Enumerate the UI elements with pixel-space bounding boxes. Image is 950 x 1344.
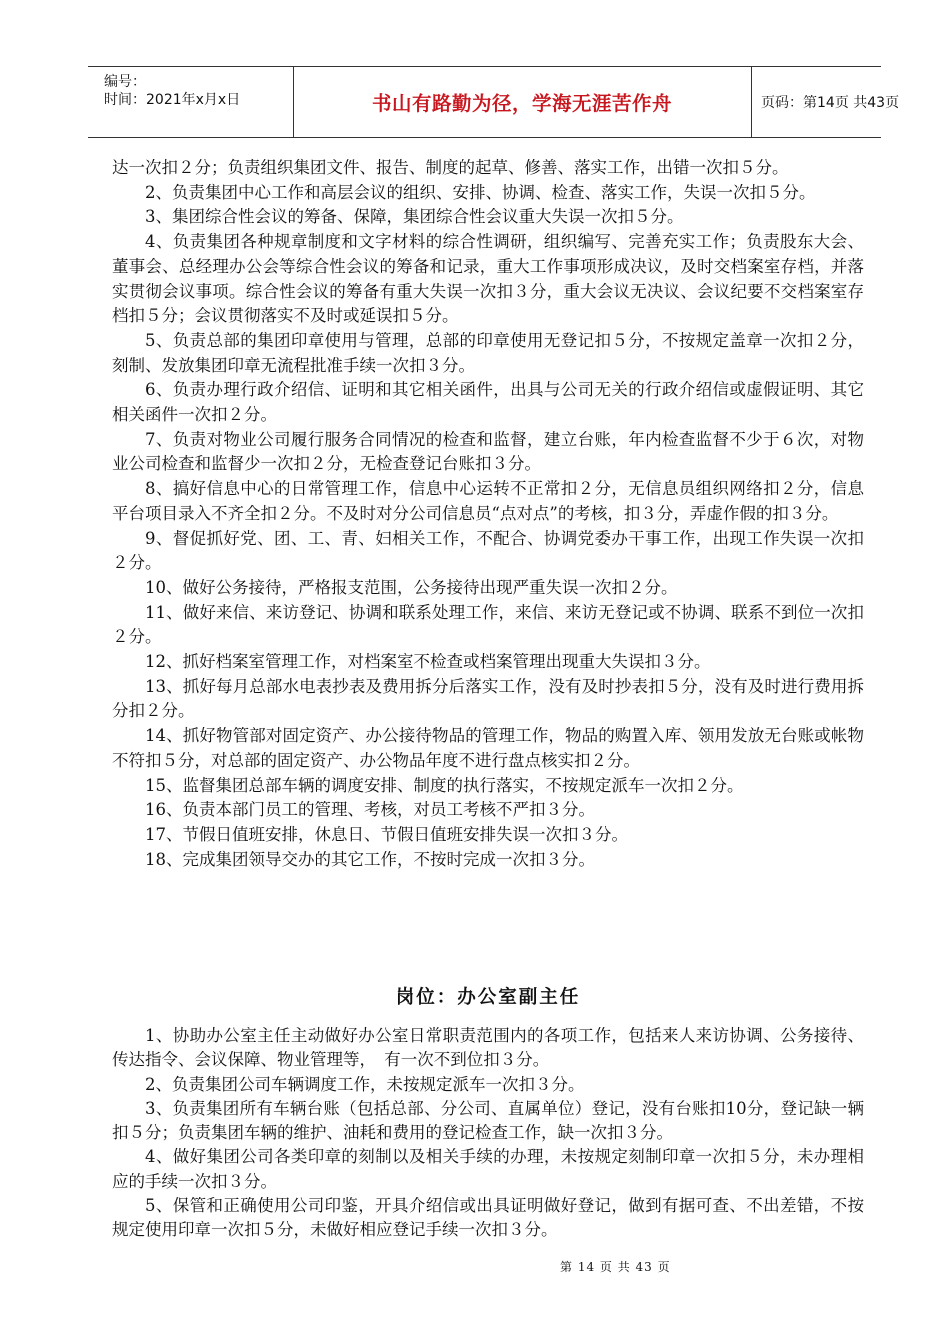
duty-paragraph-10: 10、做好公务接待，严格报支范围，公务接待出现严重失误一次扣２分。 — [145, 577, 678, 597]
duty-paragraph-4: 4、负责集团各种规章制度和文字材料的综合性调研，组织编写、完善充实工作；负责股东大会、董事会、总经理办公会等综合性会议的筹备和记录，重大工作事项形成决议，及时交档案室存档，并落实贯彻会议事项。综合性会议的筹备有重大失误一次扣３分，重大会议无决议、会议纪要不交档案室存档扣５分；会议贯彻落实不及时或延误扣５分。 — [112, 232, 864, 326]
document-time-label: 时间：2021年x月x日 — [104, 92, 241, 108]
duty-paragraph-11: 11、做好来信、来访登记、协调和联系处理工作，来信、来访无登记或不协调、联系不到位一次扣２分。 — [112, 602, 864, 647]
duty-paragraph-12: 12、抓好档案室管理工作，对档案室不检查或档案管理出现重大失误扣３分。 — [145, 652, 711, 672]
deputy-paragraph-5: 5、保管和正确使用公司印鉴，开具介绍信或出具证明做好登记，做到有据可查、不出差错，不按规定使用印章一次扣５分，未做好相应登记手续一次扣３分。 — [112, 1196, 864, 1240]
duty-paragraph-16: 16、负责本部门员工的管理、考核，对员工考核不严扣３分。 — [145, 800, 595, 820]
duty-paragraph-8: 8、搞好信息中心的日常管理工作，信息中心运转不正常扣２分，无信息员组织网络扣２分，信息平台项目录入不齐全扣２分。不及时对分公司信息员“点对点”的考核，扣３分，弄虚作假的扣３分。 — [112, 479, 864, 523]
duty-paragraph-15: 15、监督集团总部车辆的调度安排、制度的执行落实，不按规定派车一次扣２分。 — [145, 775, 744, 795]
page-footer: 第 14 页 共 43 页 — [560, 1260, 671, 1274]
duty-paragraph-9: 9、督促抓好党、团、工、青、妇相关工作，不配合、协调党委办干事工作，出现工作失误一次扣２分。 — [112, 528, 864, 573]
position-heading: 岗位：办公室副主任 — [395, 987, 581, 1008]
duty-paragraph-5: 5、负责总部的集团印章使用与管理，总部的印章使用无登记扣５分，不按规定盖章一次扣２分，刻制、发放集团印章无流程批准手续一次扣３分。 — [112, 330, 864, 375]
duty-paragraph-6: 6、负责办理行政介绍信、证明和其它相关函件，出具与公司无关的行政介绍信或虚假证明、其它相关函件一次扣２分。 — [112, 380, 864, 425]
deputy-duties-section — [112, 1024, 864, 1243]
deputy-paragraph-2: 2、负责集团公司车辆调度工作，未按规定派车一次扣３分。 — [145, 1074, 585, 1094]
duty-paragraph-14: 14、抓好物管部对固定资产、办公接待物品的管理工作，物品的购置入库、领用发放无台账或帐物不符扣５分，对总部的固定资产、办公物品年度不进行盘点核实扣２分。 — [112, 726, 864, 770]
deputy-paragraph-1: 1、协助办公室主任主动做好办公室日常职责范围内的各项工作，包括来人来访协调、公务接待、传达指令、会议保障、物业管理等， 有一次不到位扣３分。 — [112, 1026, 864, 1070]
header-page-info: 页码：第14页 共43页 — [761, 95, 900, 111]
header-meta-cell — [88, 67, 294, 137]
duty-paragraph-13: 13、抓好每月总部水电表抄表及费用拆分后落实工作，没有及时抄表扣５分，没有及时进行费用拆分扣２分。 — [112, 676, 864, 721]
deputy-paragraph-4: 4、做好集团公司各类印章的刻制以及相关手续的办理，未按规定刻制印章一次扣５分，未办理相应的手续一次扣３分。 — [112, 1147, 864, 1191]
duty-paragraph-18: 18、完成集团领导交办的其它工作，不按时完成一次扣３分。 — [145, 849, 595, 869]
deputy-paragraph-3: 3、负责集团所有车辆台账（包括总部、分公司、直属单位）登记，没有台账扣10分，登记缺一辆扣５分；负责集团车辆的维护、油耗和费用的登记检查工作，缺一次扣３分。 — [112, 1098, 864, 1143]
duty-paragraph-2: 2、负责集团中心工作和高层会议的组织、安排、协调、检查、落实工作，失误一次扣５分。 — [145, 182, 816, 202]
header-motto-cell — [293, 67, 752, 137]
page-header — [88, 66, 900, 138]
duty-paragraph-17: 17、节假日值班安排，休息日、节假日值班安排失误一次扣３分。 — [145, 824, 628, 844]
document-number-label: 编号： — [104, 74, 146, 90]
duty-paragraph-3: 3、集团综合性会议的筹备、保障，集团综合性会议重大失误一次扣５分。 — [145, 207, 684, 227]
header-page-cell — [751, 67, 900, 137]
main-duties-section — [112, 156, 864, 872]
duty-paragraph-7: 7、负责对物业公司履行服务合同情况的检查和监督，建立台账，年内检查监督不少于６次，对物业公司检查和监督少一次扣２分，无检查登记台账扣３分。 — [112, 429, 864, 474]
header-motto: 书山有路勤为径，学海无涯苦作舟 — [371, 92, 672, 115]
duty-paragraph-continued: 达一次扣２分；负责组织集团文件、报告、制度的起草、修善、落实工作，出错一次扣５分。 — [112, 158, 789, 177]
